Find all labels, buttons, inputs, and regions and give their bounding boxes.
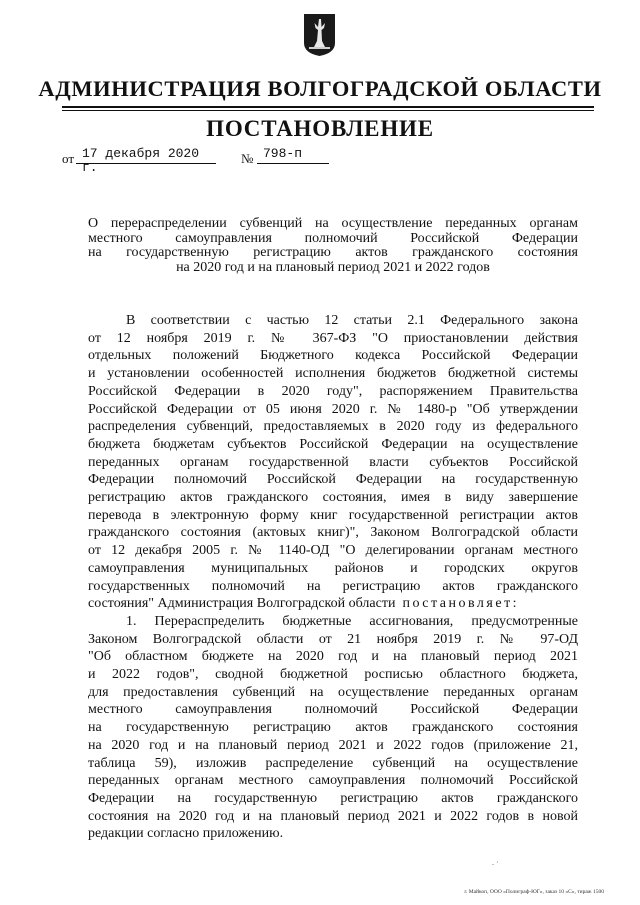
body-line: и 2022 годов", сводной бюджетной росписью областного бюджета, <box>88 667 578 683</box>
body-line: В соответствии с частью 12 статьи 2.1 Федерального закона <box>126 313 578 328</box>
volgograd-coat-of-arms-icon <box>303 13 336 57</box>
heading-line: О перераспределении субвенций на осуществление переданных органам <box>88 216 578 231</box>
body-line: гражданского состояния (актовых книг)", Законом Волгоградской области <box>88 525 578 541</box>
body-line: перевода в электронную форму книг государственной регистрации актов <box>88 507 578 523</box>
decree-body <box>88 312 578 843</box>
body-line: самоуправления муниципальных районов и городских округов <box>88 560 578 576</box>
header-rule-thin <box>62 110 594 111</box>
heading-line: на государственную регистрацию актов гражданского состояния <box>88 245 578 260</box>
decree-word: постановляет: <box>402 596 520 612</box>
body-line: отдельных положений Бюджетного кодекса Российской Федерации <box>88 348 578 364</box>
date-number-line <box>0 146 640 175</box>
body-line: состояния на 2020 год и на плановый период 2021 и 2022 годов в новой <box>88 808 578 824</box>
body-line: Российской Федерации от 05 июня 2020 г. № 1480-р "Об утверждении <box>88 401 578 417</box>
body-line: государственных полномочий на регистрацию актов гражданского <box>88 578 578 594</box>
print-imprint: г. Майкоп, ООО «Полиграф-ЮГ», заказ 10 «С», тираж 1500 <box>464 889 604 895</box>
body-line: Законом Волгоградской области от 21 ноября 2019 г. № 97-ОД <box>88 631 578 647</box>
body-line: переданных органам государственной власти субъектов Российской <box>88 454 578 470</box>
body-line: на 2020 год и на плановый период 2021 и 2022 годов (приложение 21, <box>88 737 578 753</box>
body-line: редакции согласно приложению. <box>88 826 284 842</box>
body-line-closing <box>88 595 578 613</box>
body-line: от 12 декабря 2005 г. № 1140-ОД "О делегировании органам местного <box>88 543 578 559</box>
body-line: на государственную регистрацию актов гражданского состояния <box>88 720 578 736</box>
body-line: от 12 ноября 2019 г. № 367-ФЗ "О приостановлении действия <box>88 330 578 346</box>
body-line: местного самоуправления полномочий Российской Федерации <box>88 702 578 718</box>
body-line: бюджета бюджетам субъектов Российской Федерации на осуществление <box>88 436 578 452</box>
body-line: и установлении особенностей исполнения бюджетов бюджетной системы <box>88 366 578 382</box>
body-line: Федерации полномочий Российской Федерации на государственную <box>88 472 578 488</box>
body-line: 1. Перераспределить бюджетные ассигнования, предусмотренные <box>126 613 578 629</box>
header-rule <box>62 106 594 108</box>
margin-marks: . · <box>492 858 499 867</box>
decree-heading <box>88 217 578 275</box>
body-line: Российской Федерации в 2020 году", распоряжением Правительства <box>88 383 578 399</box>
document-type: ПОСТАНОВЛЕНИЕ <box>206 116 434 141</box>
body-line: распределения субвенций, предоставляемых в 2020 году из федерального <box>88 419 578 435</box>
body-line: для предоставления субвенций на осуществление переданных органам <box>88 684 578 700</box>
heading-line: местного самоуправления полномочий Российской Федерации <box>88 230 578 246</box>
body-line: регистрацию актов гражданского состояния, имея в виду завершение <box>88 490 578 506</box>
body-line: переданных органам местного самоуправления полномочий Российской <box>88 773 578 789</box>
body-line: таблица 59), изложив распределение субвенций на осуществление <box>88 755 578 771</box>
date-field: 17 декабря 2020 г. <box>76 147 216 164</box>
body-line: состояния" Администрация Волгоградской области <box>88 596 396 612</box>
number-field: 798-п <box>257 147 329 164</box>
date-prefix: от <box>62 151 75 166</box>
body-line: Федерации на государственную регистрацию актов гражданского <box>88 790 578 806</box>
number-prefix: № <box>241 151 254 166</box>
heading-line: на 2020 год и на плановый период 2021 и 2022 годов <box>176 259 490 275</box>
body-line: "Об областном бюджете на 2020 год и на плановый период 2021 <box>88 649 578 665</box>
organization-title: АДМИНИСТРАЦИЯ ВОЛГОГРАДСКОЙ ОБЛАСТИ <box>38 76 602 101</box>
